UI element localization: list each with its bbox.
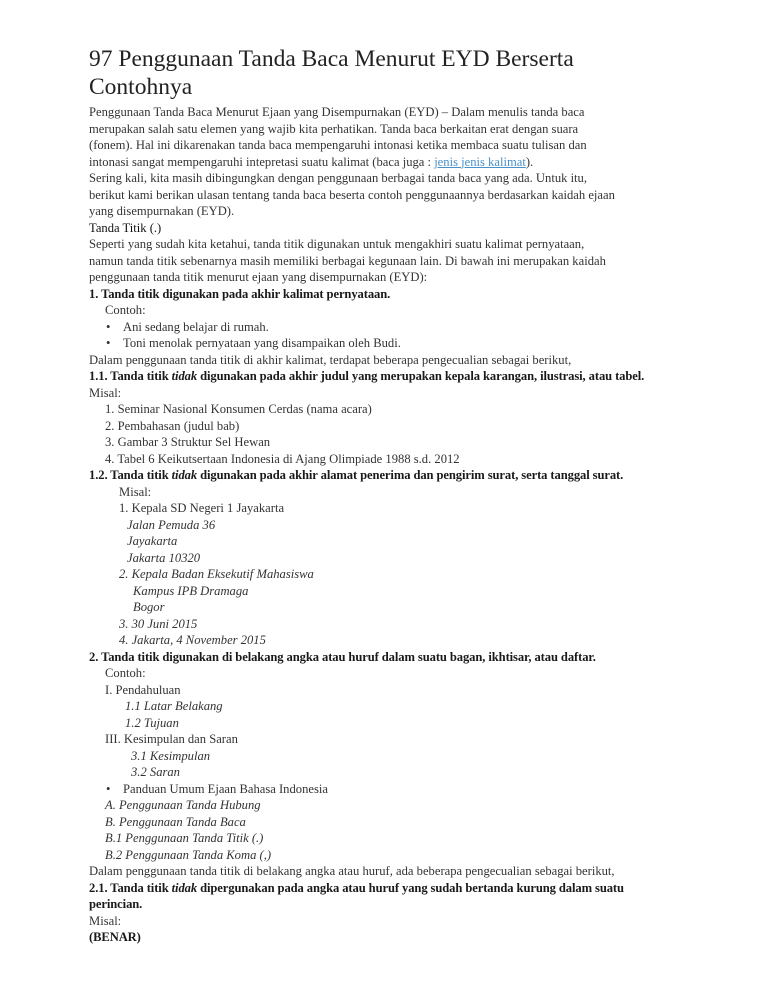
section-intro-line: namun tanda titik sebenarnya masih memiliki berbagai kegunaan lain. Di bawah ini merupakan kaidah bbox=[89, 253, 606, 268]
heading-text: digunakan pada akhir alamat penerima dan pengirim surat, serta tanggal surat. bbox=[197, 468, 624, 482]
address-line: Jayakarta bbox=[127, 534, 178, 548]
rule2-example-label: Contoh: bbox=[105, 666, 146, 680]
heading-emphasis: tidak bbox=[171, 468, 198, 482]
heading-text: dipergunakan pada angka atau huruf yang sudah bertanda kurung dalam suatu bbox=[197, 880, 624, 895]
list-item: 1. Kepala SD Negeri 1 Jayakarta bbox=[119, 501, 285, 515]
bullet-icon: • bbox=[106, 336, 111, 350]
intro-text: ). bbox=[525, 154, 534, 169]
heading-emphasis: tidak bbox=[171, 369, 198, 383]
letter-item: B. Penggunaan Tanda Baca bbox=[105, 814, 246, 829]
bullet-icon: • bbox=[106, 319, 111, 334]
heading-text: 2.1. Tanda titik bbox=[89, 880, 172, 895]
intro-line: yang disempurnakan (EYD). bbox=[89, 204, 235, 218]
intro-paragraph bbox=[89, 104, 678, 220]
intro-line: Sering kali, kita masih dibingungkan dengan penggunaan berbagai tanda baca yang ada. Untuk itu, bbox=[89, 171, 588, 185]
rule2-heading: 2. Tanda titik digunakan di belakang angka atau huruf dalam suatu bagan, ikhtisar, atau daftar. bbox=[89, 649, 596, 664]
address-line: Kampus IPB Dramaga bbox=[133, 583, 249, 598]
list-item: 4. Tabel 6 Keikutsertaan Indonesia di Ajang Olimpiade 1988 s.d. 2012 bbox=[105, 451, 460, 466]
rule2-1-heading bbox=[89, 880, 678, 897]
address-line: Jalan Pemuda 36 bbox=[127, 517, 216, 532]
rule1-bullet bbox=[89, 335, 678, 352]
rule2-bullet bbox=[89, 781, 678, 798]
rule1-1-example-label: Misal: bbox=[89, 385, 122, 400]
list-item: 1. Seminar Nasional Konsumen Cerdas (nama acara) bbox=[105, 402, 372, 416]
intro-line bbox=[89, 154, 678, 171]
document-title bbox=[89, 0, 678, 101]
outline-item: III. Kesimpulan dan Saran bbox=[105, 732, 238, 746]
rule1-2-example-label: Misal: bbox=[119, 484, 152, 499]
intro-text: intonasi sangat mempengaruhi intepretasi suatu kalimat (baca juga : bbox=[89, 154, 435, 169]
rule2-1-heading-line2: perincian. bbox=[89, 897, 143, 911]
outline-subitem: 1.1 Latar Belakang bbox=[125, 699, 223, 713]
outline-subitem: 1.2 Tujuan bbox=[125, 715, 179, 730]
rule1-bullet bbox=[89, 319, 678, 336]
section-intro-line: penggunaan tanda titik menurut ejaan yang disempurnakan (EYD): bbox=[89, 270, 428, 284]
rule1-exception-intro: Dalam penggunaan tanda titik di akhir kalimat, terdapat beberapa pengecualian sebagai berikut, bbox=[89, 352, 572, 367]
bullet-text: Panduan Umum Ejaan Bahasa Indonesia bbox=[123, 781, 328, 796]
bullet-text: Toni menolak pernyataan yang disampaikan oleh Budi. bbox=[123, 336, 401, 350]
rule1-example-label: Contoh: bbox=[105, 303, 146, 317]
letter-item: B.1 Penggunaan Tanda Titik (.) bbox=[105, 831, 264, 845]
rule2-1-example-label: Misal: bbox=[89, 913, 122, 928]
list-item: 2. Pembahasan (judul bab) bbox=[105, 418, 240, 433]
section-intro-line: Seperti yang sudah kita ketahui, tanda titik digunakan untuk mengakhiri suatu kalimat pernyataan, bbox=[89, 237, 585, 251]
bullet-text: Ani sedang belajar di rumah. bbox=[123, 319, 269, 334]
outline-subitem: 3.1 Kesimpulan bbox=[131, 748, 211, 763]
letter-item: B.2 Penggunaan Tanda Koma (,) bbox=[105, 847, 272, 862]
heading-text: 1.1. Tanda titik bbox=[89, 369, 172, 383]
list-item: 4. Jakarta, 4 November 2015 bbox=[119, 633, 266, 647]
list-item: 3. 30 Juni 2015 bbox=[119, 616, 198, 631]
intro-line: Penggunaan Tanda Baca Menurut Ejaan yang Disempurnakan (EYD) – Dalam menulis tanda baca bbox=[89, 105, 585, 119]
section-title: Tanda Titik (.) bbox=[89, 220, 162, 235]
heading-text: 1.2. Tanda titik bbox=[89, 468, 172, 482]
title-line-1: 97 Penggunaan Tanda Baca Menurut EYD Berserta bbox=[89, 46, 574, 72]
title-line-2: Contohnya bbox=[89, 74, 193, 100]
intro-line: (fonem). Hal ini dikarenakan tanda baca mempengaruhi intonasi ketika membaca suatu tulisan dan bbox=[89, 138, 587, 152]
rule2-exception-intro: Dalam penggunaan tanda titik di belakang angka atau huruf, ada beberapa pengecualian sebagai berikut, bbox=[89, 864, 615, 878]
rule1-1-heading bbox=[89, 368, 678, 385]
list-item: 3. Gambar 3 Struktur Sel Hewan bbox=[105, 435, 271, 449]
benar-label: (BENAR) bbox=[89, 930, 141, 944]
jenis-kalimat-link[interactable]: jenis jenis kalimat bbox=[434, 154, 526, 169]
list-item: 2. Kepala Badan Eksekutif Mahasiswa bbox=[119, 567, 314, 581]
outline-subitem: 3.2 Saran bbox=[131, 765, 180, 779]
heading-emphasis: tidak bbox=[171, 880, 198, 895]
letter-item: A. Penggunaan Tanda Hubung bbox=[105, 798, 261, 812]
intro-line: merupakan salah satu elemen yang wajib kita perhatikan. Tanda baca berkaitan erat dengan suara bbox=[89, 121, 579, 136]
address-line: Jakarta 10320 bbox=[127, 550, 201, 565]
rule1-2-heading bbox=[89, 467, 678, 484]
outline-item: I. Pendahuluan bbox=[105, 682, 181, 697]
address-line: Bogor bbox=[133, 600, 165, 614]
rule1-heading: 1. Tanda titik digunakan pada akhir kalimat pernyataan. bbox=[89, 286, 391, 301]
intro-line: berikut kami berikan ulasan tentang tanda baca beserta contoh penggunaannya berdasarkan kaidah ejaan bbox=[89, 187, 615, 202]
bullet-icon: • bbox=[106, 781, 111, 796]
heading-text: digunakan pada akhir judul yang merupakan kepala karangan, ilustrasi, atau tabel. bbox=[197, 369, 645, 383]
